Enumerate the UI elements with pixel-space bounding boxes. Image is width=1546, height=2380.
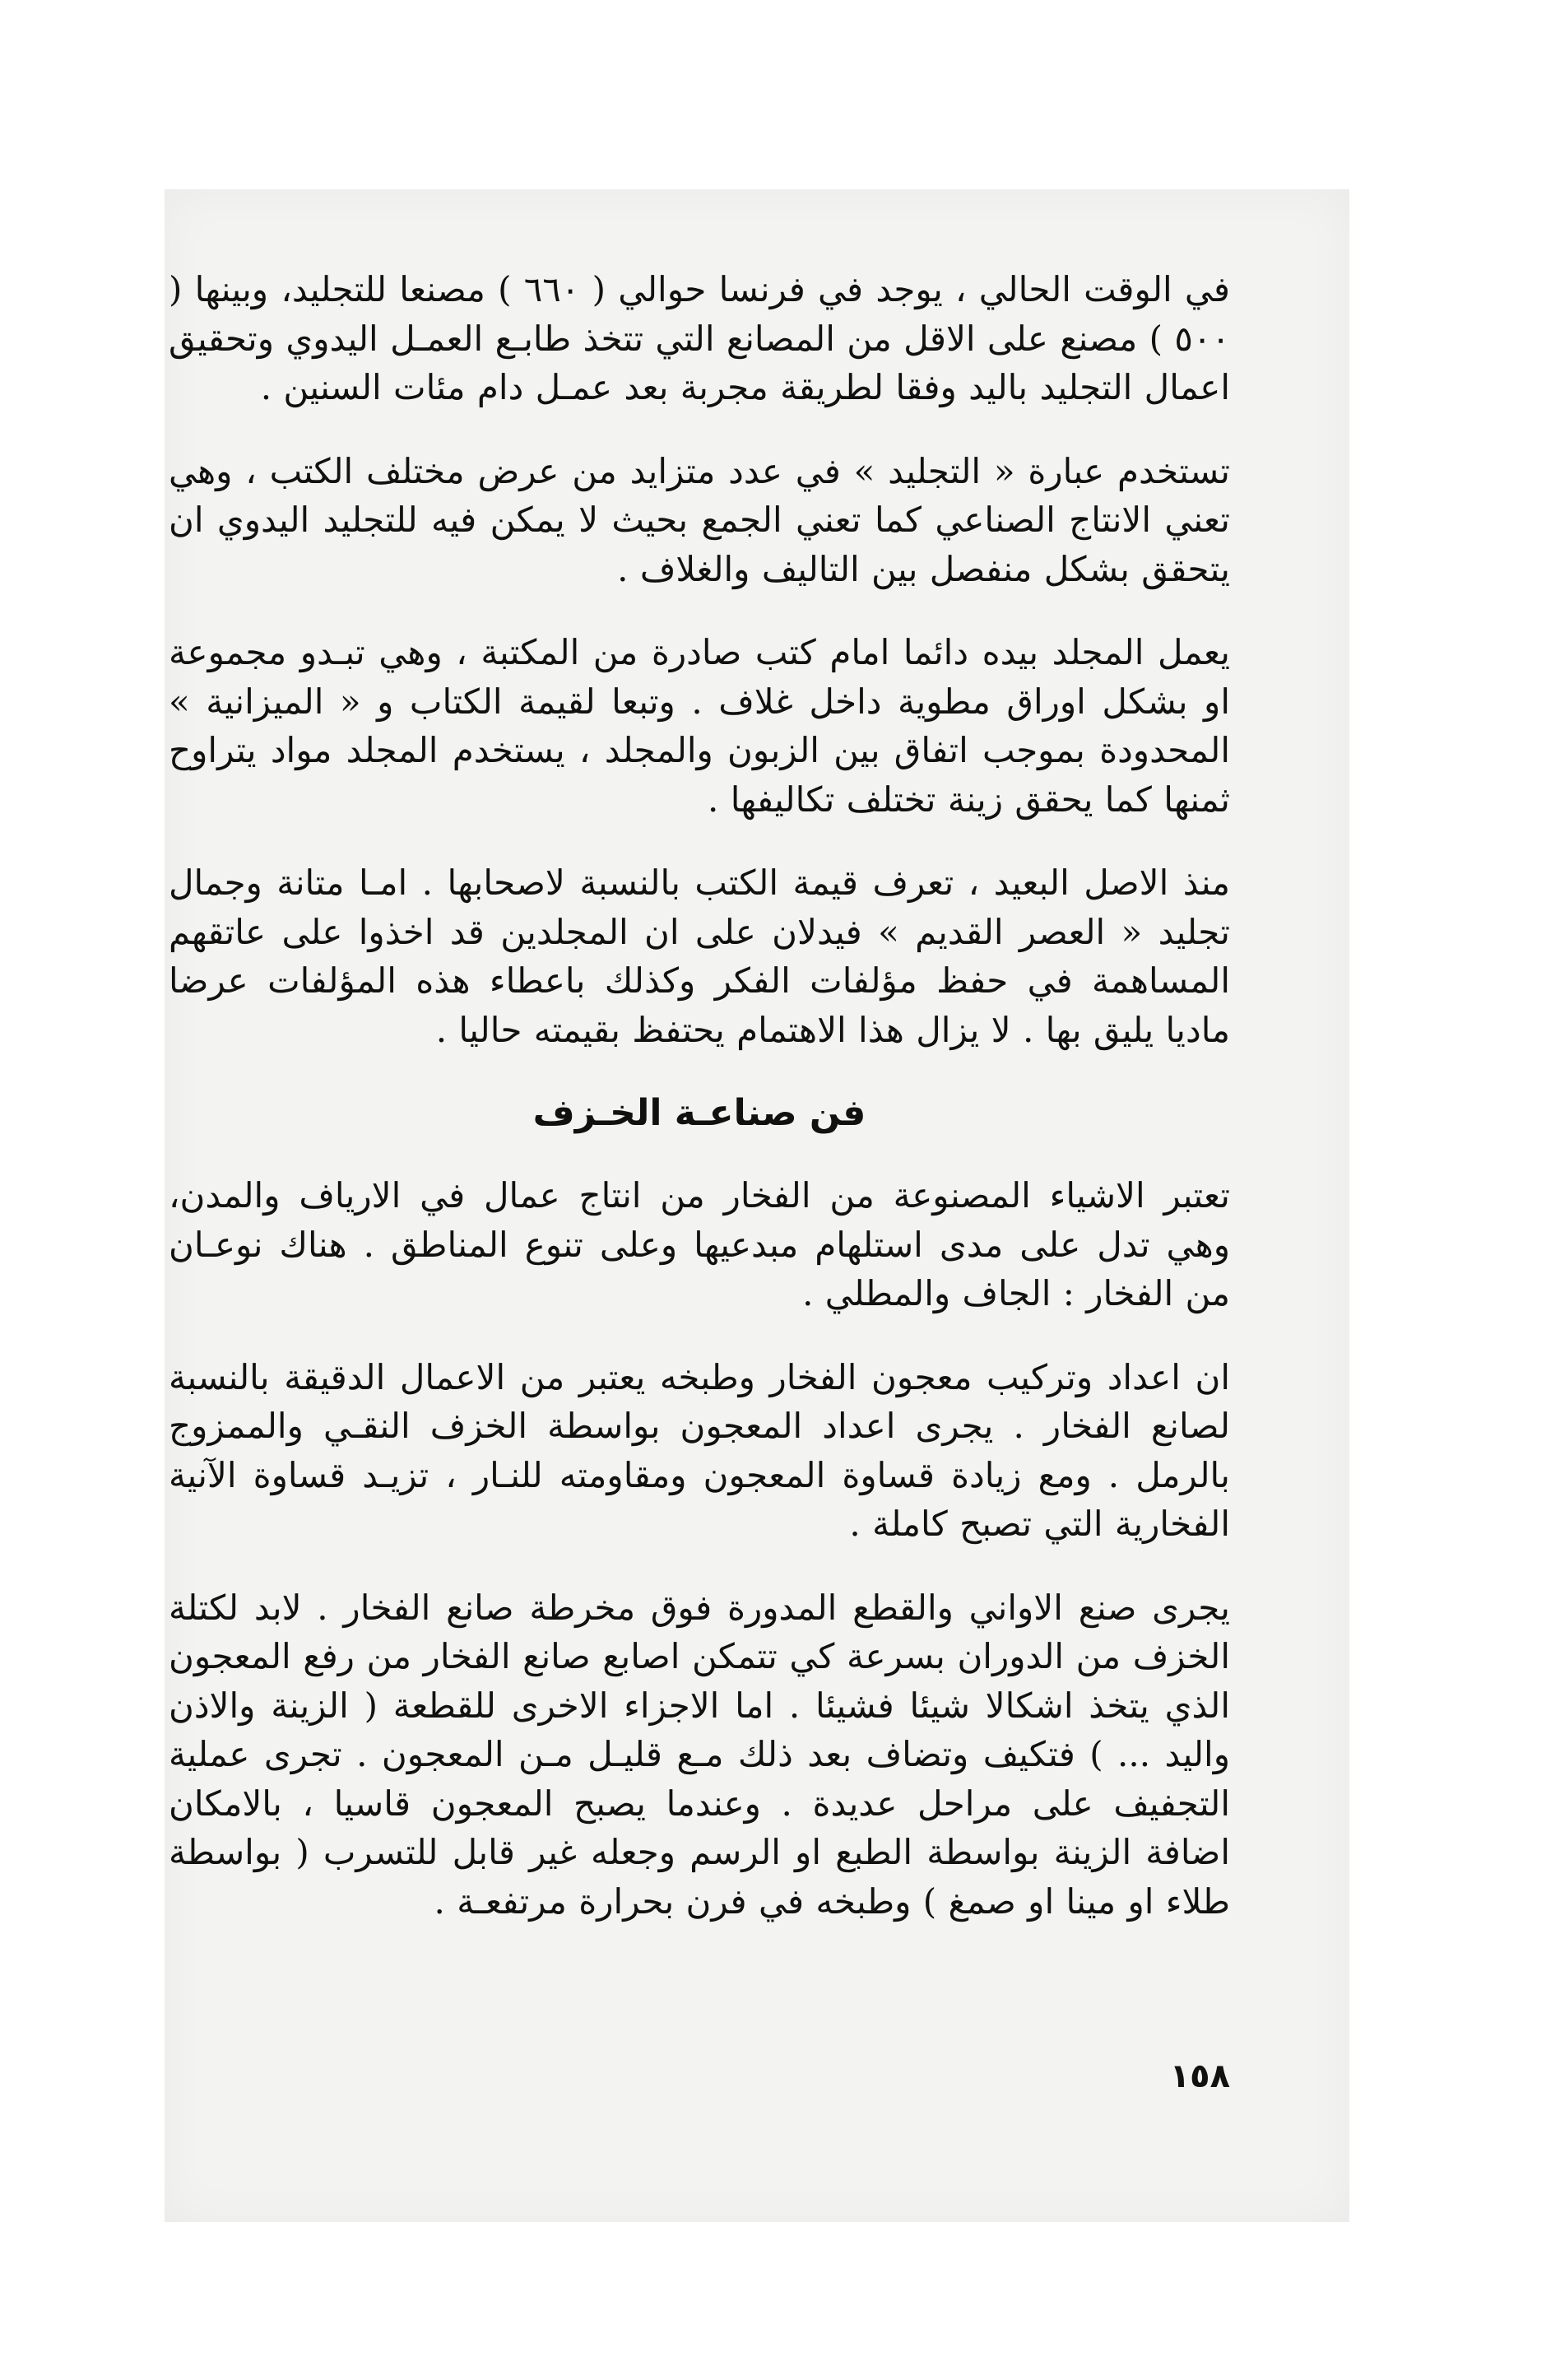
paragraph-binder-work: يعمل المجلد بيده دائما امام كتب صادرة من المكتبة ، وهي تبـدو مجموعة او بشكل اوراق مطوية داخل غلاف . وتبعا لقيمة الكتاب و « الميزانية » المحدودة بموجب اتفاق بين الزبون والمجلد ، يستخدم المجلد مواد يتراوح ثمنها كما يحقق زينة تختلف تكاليفها . bbox=[169, 632, 1230, 820]
book-page bbox=[165, 189, 1349, 2222]
section-heading-pottery: فن صناعـة الخـزف bbox=[532, 1092, 866, 1134]
paragraph-bookbinding-factories: في الوقت الحالي ، يوجد في فرنسا حوالي ( ٦٦٠ ) مصنعا للتجليد، وبينها ( ٥٠٠ ) مصنع على الاقل من المصانع التي تتخذ طابـع العمـل اليدوي وتحقيق اعمال التجليد باليد وفقا لطريقة مجربة بعد عمـل دام مئات السنين . bbox=[169, 269, 1230, 407]
page-number: ١٥٨ bbox=[1169, 2057, 1230, 2095]
paragraph-book-value: منذ الاصل البعيد ، تعرف قيمة الكتب بالنسبة لاصحابها . امـا متانة وجمال تجليد « العصر القديم » فيدلان على ان المجلدين قد اخذوا على عاتقهم المساهمة في حفظ مؤلفات الفكر وكذلك باعطاء هذه المؤلفات عرضا ماديا يليق بها . لا يزال هذا الاهتمام يحتفظ بقيمته حاليا . bbox=[169, 862, 1230, 1050]
paragraph-binding-term: تستخدم عبارة « التجليد » في عدد متزايد من عرض مختلف الكتب ، وهي تعني الانتاج الصناعي كما تعني الجمع بحيث لا يمكن فيه للتجليد اليدوي ان يتحقق بشكل منفصل بين التاليف والغلاف . bbox=[169, 450, 1230, 589]
paragraph-pottery-objects: تعتبر الاشياء المصنوعة من الفخار من انتاج عمال في الارياف والمدن، وهي تدل على مدى استلهام مبدعيها وعلى تنوع المناطق . هناك نوعـان من الفخار : الجاف والمطلي . bbox=[169, 1175, 1230, 1313]
paragraph-wheel-throwing: يجرى صنع الاواني والقطع المدورة فوق مخرطة صانع الفخار . لابد لكتلة الخزف من الدوران بسرعة كي تتمكن اصابع صانع الفخار من رفع المعجون الذي يتخذ اشكالا شيئا فشيئا . اما الاجزاء الاخرى للقطعة ( الزينة والاذن واليد ... ) فتكيف وتضاف بعد ذلك مـع قليـل مـن المعجون . تجرى عملية التجفيف على مراحل عديدة . وعندما يصبح المعجون قاسيا ، بالامكان اضافة الزينة بواسطة الطبع او الرسم وجعله غير قابل للتسرب ( بواسطة طلاء او مينا او صمغ ) وطبخه في فرن بحرارة مرتفعـة . bbox=[169, 1587, 1230, 1922]
paragraph-clay-preparation: ان اعداد وتركيب معجون الفخار وطبخه يعتبر من الاعمال الدقيقة بالنسبة لصانع الفخار . يجرى اعداد المعجون بواسطة الخزف النقـي والممزوج بالرمل . ومع زيادة قساوة المعجون ومقاومته للنـار ، تزيـد قساوة الآنية الفخارية التي تصبح كاملة . bbox=[169, 1356, 1230, 1544]
page-body bbox=[169, 265, 1230, 1960]
